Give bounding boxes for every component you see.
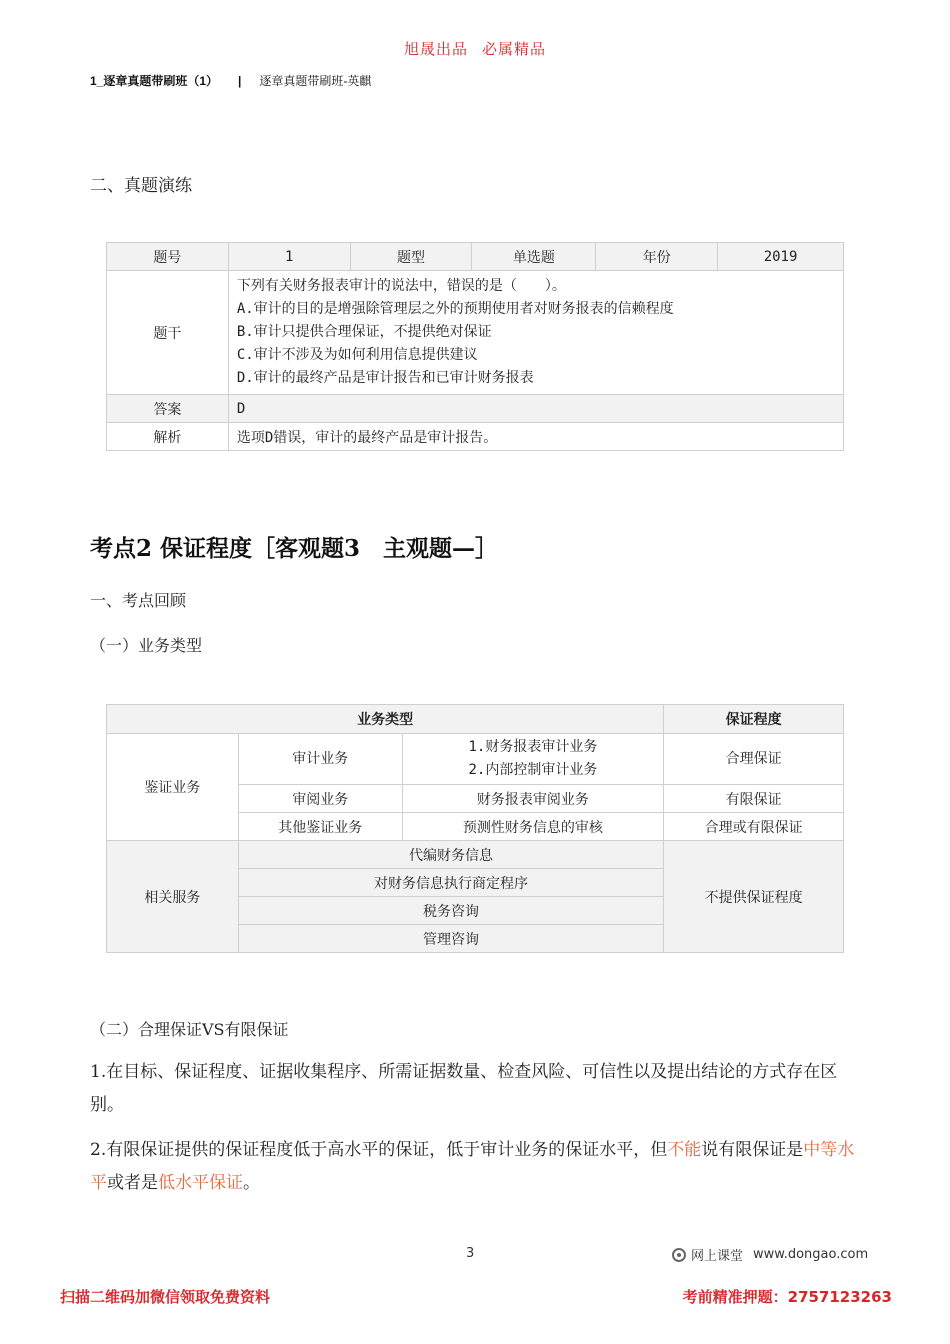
- question-stem: [228, 271, 843, 395]
- review-engagement: 审阅业务: [238, 785, 402, 813]
- para2-text-1: 2.有限保证提供的保证程度低于高水平的保证，低于审计业务的保证水平，但: [90, 1140, 668, 1160]
- question-stem-label: 题干: [107, 271, 229, 395]
- page-number: 3: [466, 1246, 475, 1261]
- running-header: [90, 72, 371, 89]
- para2-text-2: 说有限保证是: [701, 1140, 804, 1160]
- footer-site-link[interactable]: www.dongao.com: [753, 1247, 869, 1262]
- para2-text-3: 或者是: [107, 1173, 158, 1193]
- review-assurance: 有限保证: [664, 785, 844, 813]
- question-number-value: 1: [228, 243, 350, 271]
- col-business-type: 业务类型: [107, 705, 664, 734]
- option-a: A.审计的目的是增强除管理层之外的预期使用者对财务报表的信赖程度: [236, 301, 674, 317]
- question-table: [106, 242, 844, 451]
- related-service-item: 管理咨询: [238, 925, 663, 953]
- para2-text-4: 。: [243, 1173, 260, 1193]
- other-assurance-item: 预测性财务信息的审核: [402, 813, 664, 841]
- audit-engagement-items: [402, 734, 664, 785]
- business-type-table: [106, 704, 844, 953]
- question-type-value: 单选题: [472, 243, 596, 271]
- question-table-header-row: [107, 243, 844, 271]
- paragraph-limited-assurance: [90, 1134, 865, 1200]
- question-type-label: 题型: [350, 243, 472, 271]
- running-header-separator: |: [238, 74, 242, 88]
- section-review-heading: 一、考点回顾: [90, 591, 187, 610]
- highlight-medium-level: 中等水平: [90, 1140, 855, 1193]
- question-number-label: 题号: [107, 243, 229, 271]
- option-b: B.审计只提供合理保证，不提供绝对保证: [236, 324, 492, 340]
- related-services-assurance: 不提供保证程度: [664, 841, 844, 953]
- review-engagement-item: 财务报表审阅业务: [402, 785, 664, 813]
- assurance-engagement-group: 鉴证业务: [107, 734, 239, 841]
- other-assurance-level: 合理或有限保证: [664, 813, 844, 841]
- answer-row: [107, 395, 844, 423]
- running-header-chapter: 1_逐章真题带刷班（1）: [90, 74, 219, 88]
- related-services-group: 相关服务: [107, 841, 239, 953]
- running-header-course: 逐章真题带刷班-英麒: [259, 74, 372, 88]
- question-stem-line: 下列有关财务报表审计的说法中，错误的是（ ）。: [236, 278, 566, 294]
- option-c: C.审计不涉及为如何利用信息提供建议: [236, 347, 478, 363]
- top-watermark: [0, 38, 950, 59]
- paragraph-differences: 1.在目标、保证程度、证据收集程序、所需证据数量、检查风险、可信性以及提出结论的方式存在区别。: [90, 1062, 838, 1115]
- question-year-value: 2019: [718, 243, 844, 271]
- related-service-item: 对财务信息执行商定程序: [238, 869, 663, 897]
- top-watermark-right: 必属精品: [482, 40, 547, 58]
- answer-value: D: [228, 395, 843, 423]
- analysis-label: 解析: [107, 423, 229, 451]
- reasonable-vs-limited-heading: （二）合理保证VS有限保证: [90, 1020, 289, 1039]
- audit-row: [107, 734, 844, 785]
- audit-item-internal-control: 2.内部控制审计业务: [468, 762, 598, 778]
- bottom-right-watermark: 考前精准押题：2757123263: [682, 1288, 892, 1306]
- option-d: D.审计的最终产品是审计报告和已审计财务报表: [236, 370, 534, 386]
- audit-engagement: 审计业务: [238, 734, 402, 785]
- answer-label: 答案: [107, 395, 229, 423]
- analysis-row: [107, 423, 844, 451]
- related-service-item: 代编财务信息: [238, 841, 663, 869]
- highlight-cannot: 不能: [667, 1140, 702, 1160]
- business-types-heading: （一）业务类型: [90, 636, 203, 655]
- highlight-low-level: 低水平保证: [158, 1173, 243, 1193]
- kaodian-title: 考点2 保证程度［客观题3 主观题—］: [90, 535, 499, 562]
- related-service-row: [107, 841, 844, 869]
- top-watermark-left: 旭晟出品: [403, 40, 468, 58]
- analysis-value: 选项D错误，审计的最终产品是审计报告。: [228, 423, 843, 451]
- question-stem-row: [107, 271, 844, 395]
- col-assurance-level: 保证程度: [664, 705, 844, 734]
- audit-assurance: 合理保证: [664, 734, 844, 785]
- bottom-left-watermark: 扫描二维码加微信领取免费资料: [60, 1288, 271, 1306]
- footer-brand-name: 网上课堂: [691, 1249, 744, 1264]
- footer-brand: [672, 1245, 868, 1264]
- related-service-item: 税务咨询: [238, 897, 663, 925]
- audit-item-financial: 1.财务报表审计业务: [468, 739, 598, 755]
- section-practice-heading: 二、真题演练: [90, 176, 192, 196]
- dongao-logo-icon: [672, 1248, 686, 1262]
- business-table-header-row: [107, 705, 844, 734]
- other-assurance-engagement: 其他鉴证业务: [238, 813, 402, 841]
- question-year-label: 年份: [596, 243, 718, 271]
